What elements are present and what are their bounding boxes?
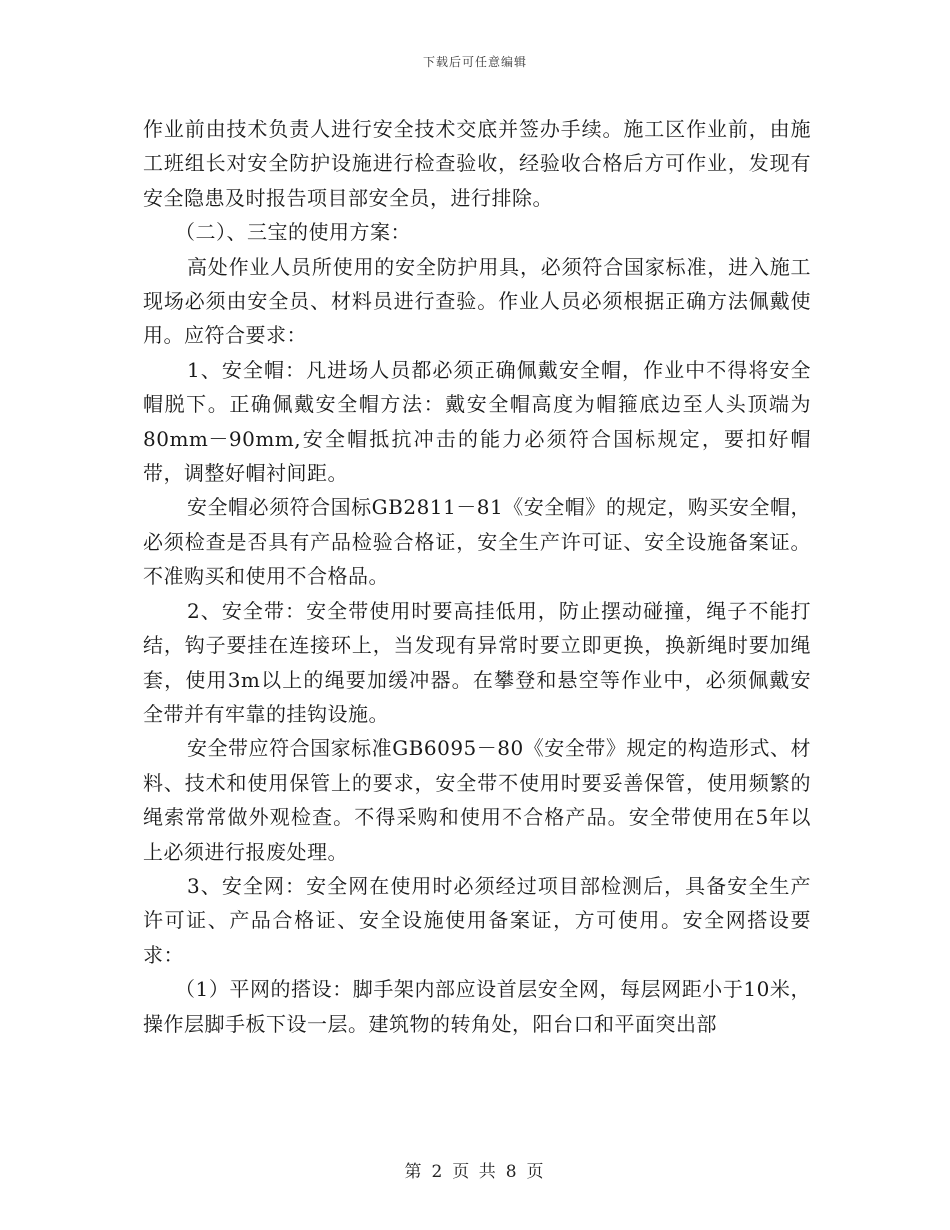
paragraph-belt-standard: 安全带应符合国家标准GB6095－80《安全带》规定的构造形式、材料、技术和使用保管上的要求，安全带不使用时要妥善保管，使用频繁的绳索常常做外观检查。不得采购和使用不合格产品。安全带使用在5年以上必须进行报废处理。 bbox=[143, 736, 811, 864]
page-footer bbox=[0, 1157, 950, 1182]
footer-suffix: 页 bbox=[526, 1162, 546, 1182]
paragraph-work-preparation: 作业前由技术负责人进行安全技术交底并签办手续。施工区作业前，由施工班组长对安全防护设施进行检查验收，经验收合格后方可作业，发现有安全隐患及时报告项目部安全员，进行排除。 bbox=[143, 117, 811, 210]
footer-total-pages: 8 bbox=[505, 1162, 519, 1182]
paragraph-protective-equipment: 高处作业人员所使用的安全防护用具，必须符合国家标准，进入施工现场必须由安全员、材料员进行查验。作业人员必须根据正确方法佩戴使用。应符合要求： bbox=[143, 254, 811, 348]
paragraph-safety-belt: 2、安全带：安全带使用时要高挂低用，防止摆动碰撞，绳子不能打结，钩子要挂在连接环上，当发现有异常时要立即更换，换新绳时要加绳套，使用3m以上的绳要加缓冲器。在攀登和悬空等作业中，必须佩戴安全带并有牢靠的挂钩设施。 bbox=[143, 598, 811, 726]
section-heading-three-treasures: （二）、三宝的使用方案： bbox=[175, 220, 411, 245]
document-body bbox=[143, 112, 811, 1041]
paragraph-safety-net: 3、安全网：安全网在使用时必须经过项目部检测后，具备安全生产许可证、产品合格证、安全设施使用备案证，方可使用。安全网搭设要求： bbox=[143, 873, 811, 967]
paragraph-flat-net: （1）平网的搭设：脚手架内部应设首层安全网，每层网距小于10米，操作层脚手板下设一层。建筑物的转角处，阳台口和平面突出部 bbox=[143, 977, 811, 1036]
footer-middle: 页 共 bbox=[452, 1162, 498, 1182]
paragraph-helmet-standard: 安全帽必须符合国标GB2811－81《安全帽》的规定，购买安全帽，必须检查是否具有产品检验合格证，安全生产许可证、安全设施备案证。不准购买和使用不合格品。 bbox=[143, 495, 811, 589]
footer-page-number: 2 bbox=[431, 1162, 445, 1182]
page-header: 下载后可任意编辑 bbox=[422, 55, 527, 69]
footer-prefix: 第 bbox=[404, 1162, 424, 1182]
paragraph-safety-helmet: 1、安全帽：凡进场人员都必须正确佩戴安全帽，作业中不得将安全帽脱下。正确佩戴安全帽方法：戴安全帽高度为帽箍底边至人头顶端为80mm－90mm,安全帽抵抗冲击的能力必须符合国标规定，要扣好帽带，调整好帽衬间距。 bbox=[143, 357, 811, 486]
